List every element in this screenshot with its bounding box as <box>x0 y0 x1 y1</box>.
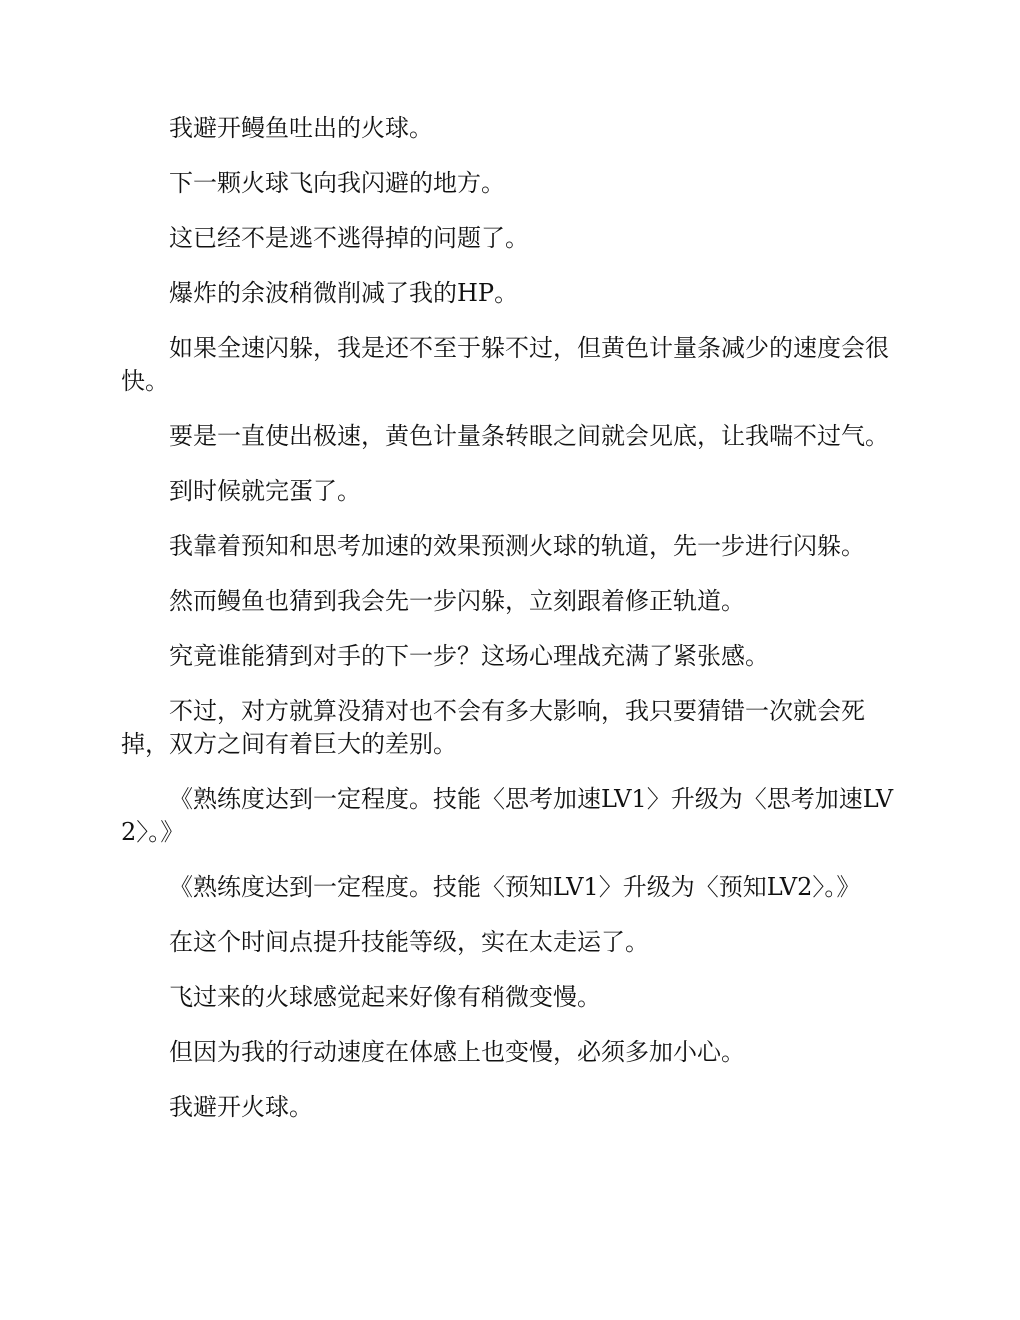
paragraph: 我靠着预知和思考加速的效果预测火球的轨道，先一步进行闪躲。 <box>169 532 865 560</box>
paragraph: 我避开鳗鱼吐出的火球。 <box>169 114 433 142</box>
paragraph: 到时候就完蛋了。 <box>169 477 361 505</box>
paragraph: 要是一直使出极速，黄色计量条转眼之间就会见底，让我喘不过气。 <box>169 422 889 450</box>
paragraph: 但因为我的行动速度在体感上也变慢，必须多加小心。 <box>169 1038 745 1066</box>
system-message: 《熟练度达到一定程度。技能〈预知LV1〉升级为〈预知LV2〉。》 <box>169 873 861 901</box>
novel-text <box>121 112 897 1146</box>
paragraph: 如果全速闪躲，我是还不至于躲不过，但黄色计量条减少的速度会很快。 <box>121 334 889 395</box>
paragraph: 在这个时间点提升技能等级，实在太走运了。 <box>169 928 649 956</box>
paragraph: 我避开火球。 <box>169 1093 313 1121</box>
paragraph: 爆炸的余波稍微削减了我的HP。 <box>169 279 519 307</box>
system-message: 《熟练度达到一定程度。技能〈思考加速LV1〉升级为〈思考加速LV2〉。》 <box>121 785 894 846</box>
paragraph: 下一颗火球飞向我闪避的地方。 <box>169 169 505 197</box>
paragraph: 飞过来的火球感觉起来好像有稍微变慢。 <box>169 983 601 1011</box>
paragraph: 究竟谁能猜到对手的下一步？这场心理战充满了紧张感。 <box>169 642 769 670</box>
paragraph: 然而鳗鱼也猜到我会先一步闪躲，立刻跟着修正轨道。 <box>169 587 745 615</box>
paragraph: 这已经不是逃不逃得掉的问题了。 <box>169 224 529 252</box>
paragraph: 不过，对方就算没猜对也不会有多大影响，我只要猜错一次就会死掉，双方之间有着巨大的差别。 <box>121 697 865 758</box>
